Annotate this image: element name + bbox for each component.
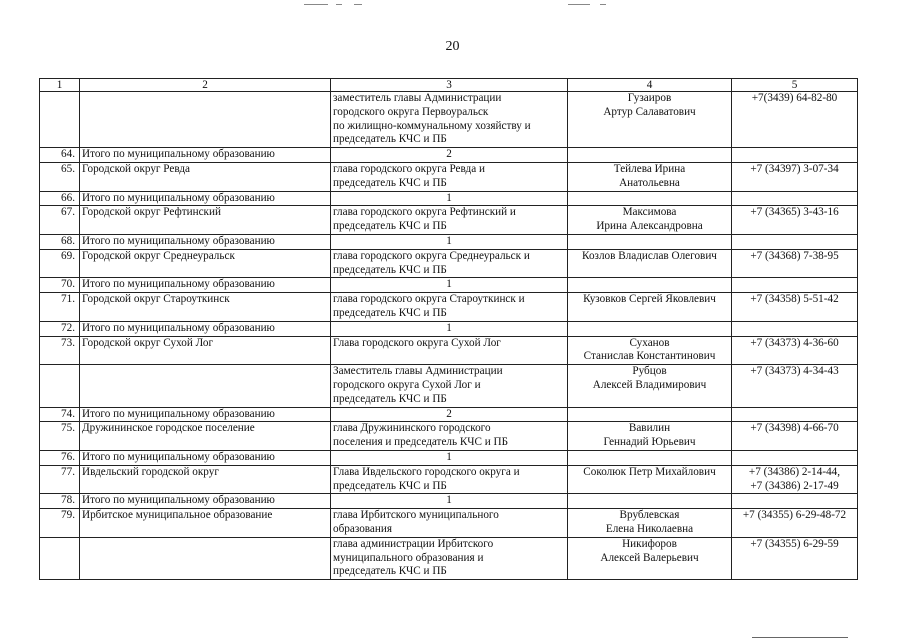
name-line: Елена Николаевна	[605, 522, 694, 535]
position-line: глава Ирбитского муниципального	[333, 509, 499, 522]
name-line: Ирина Александровна	[596, 220, 703, 233]
position-line: председатель КЧС и ПБ	[333, 479, 447, 492]
district-cell: Итого по муниципальному образованию	[80, 450, 331, 465]
position-line: городского округа Сухой Лог и	[333, 378, 481, 391]
district-cell: Итого по муниципальному образованию	[80, 321, 331, 336]
position-line: председатель КЧС и ПБ	[333, 220, 447, 233]
registry-table	[39, 78, 858, 580]
table-row	[40, 365, 858, 407]
position-line: Заместитель главы Администрации	[333, 365, 503, 378]
row-number: 78.	[40, 494, 80, 509]
position-line: глава администрации Ирбитского	[333, 537, 494, 550]
column-number: 5	[732, 79, 858, 92]
phone-line: +7 (34373) 4-34-43	[750, 365, 839, 378]
name-cell	[568, 321, 732, 336]
district-cell: Итого по муниципальному образованию	[80, 407, 331, 422]
phone-line: +7 (34398) 4-66-70	[750, 422, 839, 435]
position-cell	[331, 336, 568, 365]
position-line: глава городского округа Рефтинский и	[333, 206, 516, 219]
name-line: Врублевская	[619, 509, 680, 522]
name-cell	[568, 278, 732, 293]
position-cell	[331, 249, 568, 278]
position-cell: 1	[331, 321, 568, 336]
name-line: Максимова	[622, 206, 677, 219]
position-cell: 1	[331, 234, 568, 249]
position-line: глава городского округа Среднеуральск и	[333, 249, 530, 262]
name-cell	[568, 465, 732, 494]
page-number: 20	[445, 39, 460, 54]
position-line: председатель КЧС и ПБ	[333, 565, 447, 578]
position-cell: 1	[331, 191, 568, 206]
name-line: Алексей Владимирович	[592, 378, 707, 391]
position-cell: 2	[331, 407, 568, 422]
total-row	[40, 148, 858, 163]
row-number: 71.	[40, 293, 80, 322]
column-number: 4	[568, 79, 732, 92]
position-cell: 2	[331, 148, 568, 163]
phone-line: +7 (34355) 6-29-48-72	[742, 509, 847, 522]
name-cell	[568, 336, 732, 365]
position-cell	[331, 365, 568, 407]
position-line: председатель КЧС и ПБ	[333, 306, 447, 319]
phone-line: +7 (34355) 6-29-59	[750, 537, 839, 550]
name-cell	[568, 293, 732, 322]
name-line: Вавилин	[628, 422, 671, 435]
phone-cell	[732, 365, 858, 407]
name-line: Тейлева Ирина	[613, 162, 686, 175]
row-number	[40, 92, 80, 148]
position-cell	[331, 206, 568, 235]
table-body	[40, 92, 858, 580]
name-cell	[568, 537, 732, 579]
phone-cell	[732, 278, 858, 293]
phone-cell	[732, 465, 858, 494]
row-number: 74.	[40, 407, 80, 422]
phone-cell	[732, 321, 858, 336]
district-cell: Ирбитское муниципальное образование	[80, 509, 331, 538]
bottom-rule	[752, 637, 848, 638]
phone-line: +7 (34397) 3-07-34	[750, 162, 839, 175]
name-cell	[568, 249, 732, 278]
name-line: Алексей Валерьевич	[600, 551, 699, 564]
district-cell: Городской округ Рефтинский	[80, 206, 331, 235]
phone-line: +7(3439) 64-82-80	[751, 92, 838, 104]
district-cell	[80, 365, 331, 407]
phone-cell	[732, 249, 858, 278]
position-line: муниципального образования и	[333, 551, 484, 564]
total-row	[40, 494, 858, 509]
district-cell: Итого по муниципальному образованию	[80, 148, 331, 163]
phone-cell	[732, 450, 858, 465]
phone-cell	[732, 509, 858, 538]
name-cell	[568, 407, 732, 422]
name-cell	[568, 234, 732, 249]
table-row	[40, 336, 858, 365]
name-cell	[568, 206, 732, 235]
column-number: 2	[80, 79, 331, 92]
position-line: председатель КЧС и ПБ	[333, 392, 447, 405]
total-row	[40, 407, 858, 422]
top-rule-right	[568, 4, 590, 5]
row-number: 66.	[40, 191, 80, 206]
position-cell	[331, 92, 568, 148]
position-line: поселения и председатель КЧС и ПБ	[333, 436, 509, 449]
table-row	[40, 206, 858, 235]
row-number: 75.	[40, 422, 80, 451]
position-line: образования	[333, 522, 393, 535]
row-number: 68.	[40, 234, 80, 249]
row-number: 77.	[40, 465, 80, 494]
district-cell: Итого по муниципальному образованию	[80, 234, 331, 249]
row-number	[40, 537, 80, 579]
name-cell	[568, 422, 732, 451]
name-cell	[568, 162, 732, 191]
phone-cell	[732, 494, 858, 509]
name-line: Анатольевна	[619, 176, 680, 189]
position-line: глава городского округа Староуткинск и	[333, 293, 525, 306]
position-line: глава городского округа Ревда и	[333, 162, 485, 175]
phone-cell	[732, 336, 858, 365]
name-line: Рубцов	[632, 365, 667, 378]
district-cell: Итого по муниципальному образованию	[80, 278, 331, 293]
position-cell	[331, 537, 568, 579]
name-line: Соколюк Петр Михайлович	[583, 465, 716, 478]
district-cell: Дружининское городское поселение	[80, 422, 331, 451]
top-rule-mid	[336, 4, 342, 5]
table-row	[40, 537, 858, 579]
name-cell	[568, 509, 732, 538]
position-cell	[331, 422, 568, 451]
table-row	[40, 92, 858, 148]
district-cell: Итого по муниципальному образованию	[80, 191, 331, 206]
name-cell	[568, 191, 732, 206]
phone-cell	[732, 162, 858, 191]
name-line: Суханов	[629, 336, 670, 349]
district-cell: Ивдельский городской округ	[80, 465, 331, 494]
district-cell: Городской округ Среднеуральск	[80, 249, 331, 278]
district-cell	[80, 92, 331, 148]
position-cell: 1	[331, 278, 568, 293]
row-number: 70.	[40, 278, 80, 293]
row-number: 65.	[40, 162, 80, 191]
phone-cell	[732, 537, 858, 579]
table-row	[40, 509, 858, 538]
district-cell	[80, 537, 331, 579]
column-numbers-row	[40, 79, 858, 92]
row-number: 64.	[40, 148, 80, 163]
name-cell	[568, 450, 732, 465]
position-cell	[331, 465, 568, 494]
district-cell: Итого по муниципальному образованию	[80, 494, 331, 509]
row-number: 69.	[40, 249, 80, 278]
phone-cell	[732, 293, 858, 322]
phone-line: +7 (34386) 2-14-44,	[748, 465, 841, 478]
phone-line: +7 (34365) 3-43-16	[750, 206, 839, 219]
column-number: 3	[331, 79, 568, 92]
position-cell	[331, 293, 568, 322]
name-line: Козлов Владислав Олегович	[582, 249, 717, 262]
column-number: 1	[40, 79, 80, 92]
district-cell: Городской округ Староуткинск	[80, 293, 331, 322]
name-line: Гузаиров	[627, 92, 672, 104]
row-number: 73.	[40, 336, 80, 365]
district-cell: Городской округ Сухой Лог	[80, 336, 331, 365]
total-row	[40, 450, 858, 465]
phone-line: +7 (34358) 5-51-42	[750, 293, 839, 306]
row-number: 79.	[40, 509, 80, 538]
name-cell	[568, 148, 732, 163]
top-rule-left	[304, 4, 328, 5]
name-line: Артур Салаватович	[603, 105, 696, 118]
total-row	[40, 321, 858, 336]
table-row	[40, 465, 858, 494]
name-line: Станислав Константинович	[583, 350, 716, 363]
position-line: заместитель главы Администрации	[333, 92, 502, 104]
phone-line: +7 (34368) 7-38-95	[750, 249, 839, 262]
position-line: по жилищно-коммунальному хозяйству и	[333, 119, 531, 132]
position-cell: 1	[331, 450, 568, 465]
position-cell: 1	[331, 494, 568, 509]
row-number	[40, 365, 80, 407]
position-line: городского округа Первоуральск	[333, 105, 489, 118]
position-line: Глава Ивдельского городского округа и	[333, 465, 520, 478]
row-number: 72.	[40, 321, 80, 336]
position-line: председатель КЧС и ПБ	[333, 263, 447, 276]
position-line: председатель КЧС и ПБ	[333, 176, 447, 189]
top-rule-mid2	[354, 4, 362, 5]
name-cell	[568, 92, 732, 148]
phone-cell	[732, 422, 858, 451]
total-row	[40, 191, 858, 206]
name-line: Кузовков Сергей Яковлевич	[583, 293, 716, 306]
position-line: председатель КЧС и ПБ	[333, 133, 447, 146]
phone-cell	[732, 206, 858, 235]
phone-line: +7 (34386) 2-17-49	[750, 479, 839, 492]
row-number: 67.	[40, 206, 80, 235]
phone-cell	[732, 234, 858, 249]
position-line: глава Дружининского городского	[333, 422, 491, 435]
phone-cell	[732, 407, 858, 422]
name-cell	[568, 365, 732, 407]
position-cell	[331, 162, 568, 191]
phone-cell	[732, 191, 858, 206]
position-line: Глава городского округа Сухой Лог	[333, 336, 501, 349]
district-cell: Городской округ Ревда	[80, 162, 331, 191]
table-row	[40, 162, 858, 191]
top-rule-right2	[600, 4, 606, 5]
table-row	[40, 422, 858, 451]
table-row	[40, 249, 858, 278]
total-row	[40, 278, 858, 293]
name-cell	[568, 494, 732, 509]
total-row	[40, 234, 858, 249]
row-number: 76.	[40, 450, 80, 465]
phone-cell	[732, 92, 858, 148]
name-line: Никифоров	[622, 537, 677, 550]
name-line: Геннадий Юрьевич	[603, 436, 696, 449]
table-row	[40, 293, 858, 322]
phone-line: +7 (34373) 4-36-60	[750, 336, 839, 349]
position-cell	[331, 509, 568, 538]
phone-cell	[732, 148, 858, 163]
